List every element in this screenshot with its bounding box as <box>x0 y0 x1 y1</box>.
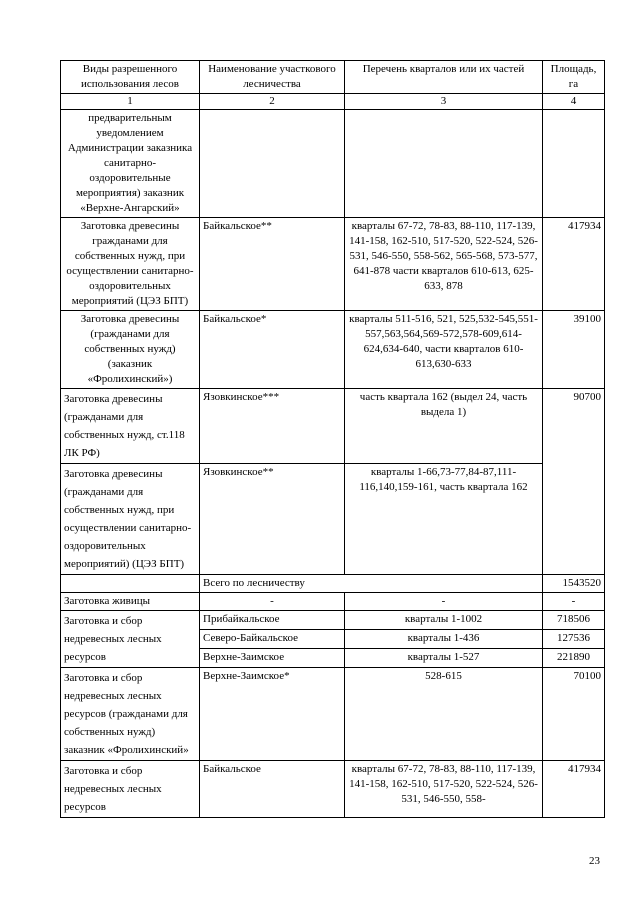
quarters-cell: кварталы 1-527 <box>345 649 543 668</box>
area-cell: - <box>543 593 605 611</box>
forestry-cell: Байкальское* <box>200 311 345 389</box>
area-cell: 221890 <box>543 649 605 668</box>
column-number: 4 <box>543 94 605 110</box>
quarters-cell: 528-615 <box>345 668 543 761</box>
use-type-cell: Заготовка и сбор недревесных лесных ресурсов <box>61 761 200 818</box>
header-forestry-name: Наименование участкового лесничества <box>200 61 345 94</box>
forestry-cell: Верхне-Заимское* <box>200 668 345 761</box>
forestry-cell: Язовкинское** <box>200 464 345 575</box>
table-row <box>61 611 605 630</box>
area-cell: 90700 <box>543 389 605 575</box>
use-type-cell: Заготовка и сбор недревесных лесных ресурсов <box>61 611 200 668</box>
forestry-cell: - <box>200 593 345 611</box>
use-type-cell: Заготовка древесины (гражданами для собственных нужд) (заказник «Фролихинский») <box>61 311 200 389</box>
forestry-cell: Верхне-Заимское <box>200 649 345 668</box>
table-row <box>61 218 605 311</box>
quarters-cell: кварталы 67-72, 78-83, 88-110, 117-139, 141-158, 162-510, 517-520, 522-524, 526-531, 546-550, 558- <box>345 761 543 818</box>
area-cell: 39100 <box>543 311 605 389</box>
table-row <box>61 464 605 575</box>
header-quarters-list: Перечень кварталов или их частей <box>345 61 543 94</box>
forestry-cell: Байкальское <box>200 761 345 818</box>
quarters-cell: кварталы 1-66,73-77,84-87,111-116,140,159-161, часть квартала 162 <box>345 464 543 575</box>
total-value: 1543520 <box>543 575 605 593</box>
area-cell: 127536 <box>543 630 605 649</box>
use-type-cell: Заготовка древесины (гражданами для собственных нужд, при осуществлении санитарно-оздоровительных мероприятий) (ЦЭЗ БПТ) <box>61 464 200 575</box>
total-row <box>61 575 605 593</box>
table-row <box>61 389 605 464</box>
forestry-cell: Прибайкальское <box>200 611 345 630</box>
use-type-cell: предварительным уведомлением Администрации заказника санитарно-оздоровительные мероприятия) заказник «Верхне-Ангарский» <box>61 110 200 218</box>
total-label: Всего по лесничеству <box>200 575 543 593</box>
column-number: 2 <box>200 94 345 110</box>
quarters-cell: кварталы 511-516, 521, 525,532-545,551-557,563,564,569-572,578-609,614-624,634-640, части кварталов 610-613,630-633 <box>345 311 543 389</box>
forest-use-table <box>60 60 605 818</box>
use-type-cell: Заготовка древесины (гражданами для собственных нужд, ст.118 ЛК РФ) <box>61 389 200 464</box>
quarters-cell: часть квартала 162 (выдел 24, часть выдела 1) <box>345 389 543 464</box>
area-cell: 417934 <box>543 218 605 311</box>
forestry-cell: Северо-Байкальское <box>200 630 345 649</box>
empty-cell <box>61 575 200 593</box>
page-number: 23 <box>589 855 600 867</box>
quarters-cell: кварталы 1-1002 <box>345 611 543 630</box>
use-type-cell: Заготовка живицы <box>61 593 200 611</box>
header-area: Площадь, га <box>543 61 605 94</box>
table-row <box>61 110 605 218</box>
area-cell: 417934 <box>543 761 605 818</box>
quarters-cell: кварталы 67-72, 78-83, 88-110, 117-139, 141-158, 162-510, 517-520, 522-524, 526-531, 546-550, 558-562, 565-568, 573-577, 641-878 части кварталов 610-613, 625-633, 878 <box>345 218 543 311</box>
forestry-cell: Байкальское** <box>200 218 345 311</box>
table-row <box>61 311 605 389</box>
use-type-cell: Заготовка древесины гражданами для собственных нужд, при осуществлении санитарно-оздоровительных мероприятий (ЦЭЗ БПТ) <box>61 218 200 311</box>
area-cell: 718506 <box>543 611 605 630</box>
column-number: 1 <box>61 94 200 110</box>
table-row <box>61 761 605 818</box>
forestry-cell: Язовкинское*** <box>200 389 345 464</box>
table-row <box>61 668 605 761</box>
column-number-row <box>61 94 605 110</box>
header-row <box>61 61 605 94</box>
area-cell: 70100 <box>543 668 605 761</box>
forestry-cell <box>200 110 345 218</box>
use-type-cell: Заготовка и сбор недревесных лесных ресурсов (гражданами для собственных нужд) заказник «Фролихинский» <box>61 668 200 761</box>
column-number: 3 <box>345 94 543 110</box>
quarters-cell <box>345 110 543 218</box>
table-row <box>61 593 605 611</box>
header-use-type: Виды разрешенного использования лесов <box>61 61 200 94</box>
area-cell <box>543 110 605 218</box>
quarters-cell: кварталы 1-436 <box>345 630 543 649</box>
quarters-cell: - <box>345 593 543 611</box>
